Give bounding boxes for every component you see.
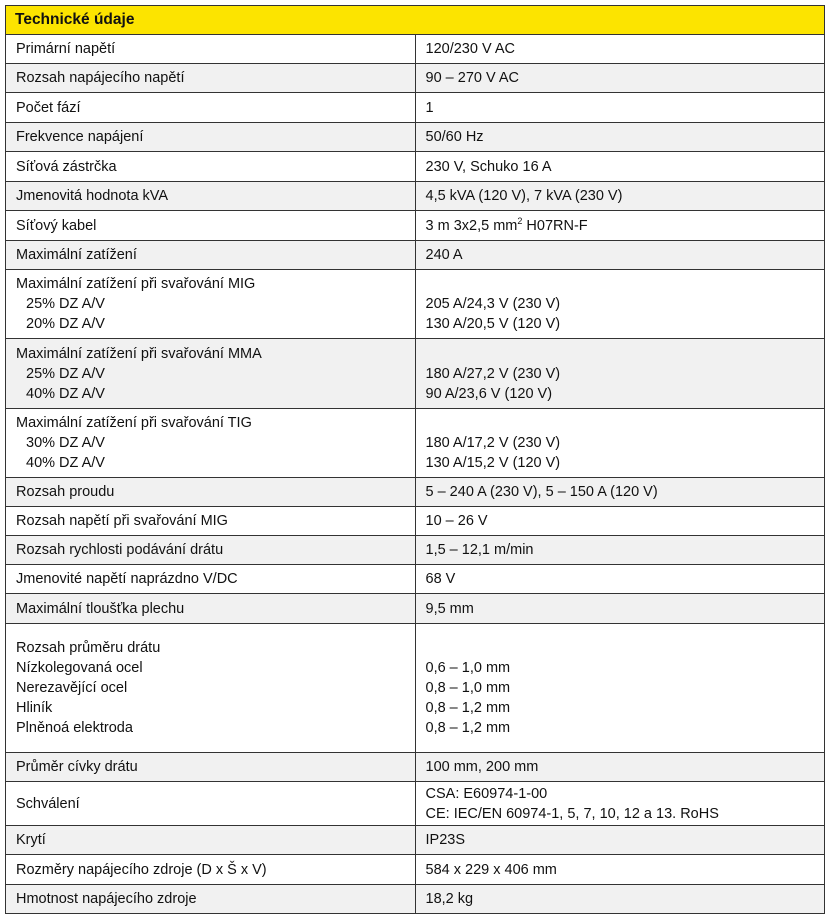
row-label — [6, 182, 416, 211]
row-label-line: 40% DZ A/V — [26, 385, 105, 402]
table-row — [6, 93, 825, 123]
row-value-line: 180 A/27,2 V (230 V) — [425, 365, 561, 382]
row-label — [6, 826, 416, 855]
row-label — [6, 35, 416, 64]
row-label — [6, 241, 416, 270]
table-row — [6, 753, 825, 782]
table-row — [6, 826, 825, 855]
row-label — [6, 565, 416, 594]
row-label-line: Maximální zatížení při svařování TIG — [16, 415, 252, 431]
row-value-line: 0,8 – 1,2 mm — [425, 700, 511, 716]
row-value — [415, 339, 825, 409]
cable-spec-text: 3 m 3x2,5 mm — [425, 217, 518, 234]
row-value-line: 90 A/23,6 V (120 V) — [425, 385, 553, 402]
row-value-line — [426, 413, 815, 433]
row-value-line: 1,5 – 12,1 m/min — [425, 542, 534, 558]
row-label-line: 30% DZ A/V — [26, 435, 105, 451]
row-value-line: 9,5 mm — [425, 600, 474, 617]
row-label-line: Síťová zástrčka — [16, 158, 117, 175]
row-value — [415, 855, 825, 885]
row-value — [415, 536, 825, 565]
table-row — [6, 594, 825, 624]
row-value-line: 0,8 – 1,2 mm — [425, 720, 511, 736]
row-label-line: Rozsah proudu — [16, 484, 115, 500]
row-label — [6, 123, 416, 152]
row-value-line: 100 mm, 200 mm — [425, 759, 539, 775]
row-value-line: CE: IEC/EN 60974-1, 5, 7, 10, 12 a 13. RoHS — [425, 805, 719, 822]
row-value-line: 90 – 270 V AC — [425, 70, 520, 86]
row-label-line: Frekvence napájení — [16, 129, 144, 145]
row-label — [6, 339, 416, 409]
row-value — [415, 123, 825, 152]
row-value — [415, 64, 825, 93]
row-label-line: Nerezavějící ocel — [16, 680, 128, 696]
row-label-line: Počet fází — [16, 99, 81, 116]
row-value — [415, 93, 825, 123]
row-value-line: IP23S — [425, 832, 465, 848]
row-label-line: 40% DZ A/V — [26, 455, 105, 471]
row-label-line: Rozměry napájecího zdroje (D x Š x V) — [16, 861, 267, 878]
row-label — [6, 782, 416, 826]
row-value-line: 130 A/20,5 V (120 V) — [425, 316, 561, 332]
row-label — [6, 753, 416, 782]
table-row — [6, 855, 825, 885]
superscript-exponent: 2 — [517, 215, 523, 226]
table-row — [6, 782, 825, 826]
table-row — [6, 478, 825, 507]
row-value-line: 240 A — [425, 247, 463, 263]
row-value — [415, 270, 825, 339]
row-label — [6, 536, 416, 565]
row-value — [415, 152, 825, 182]
table-row — [6, 565, 825, 594]
table-row — [6, 35, 825, 64]
row-value-line: 230 V, Schuko 16 A — [425, 158, 552, 175]
row-value-line: 0,8 – 1,0 mm — [425, 680, 511, 696]
row-label — [6, 885, 416, 914]
row-label-line: Rozsah napájecího napětí — [16, 70, 185, 86]
row-value — [415, 624, 825, 753]
technical-data-table — [5, 5, 825, 914]
row-value-line: 1 — [425, 99, 434, 116]
row-value — [415, 182, 825, 211]
row-value-line: 120/230 V AC — [425, 41, 515, 57]
row-value — [415, 885, 825, 914]
row-label-line: Maximální zatížení při svařování MMA — [16, 345, 262, 362]
row-value-line: 50/60 Hz — [425, 129, 484, 145]
row-value-line: 10 – 26 V — [425, 513, 488, 529]
row-label — [6, 270, 416, 339]
table-row — [6, 624, 825, 753]
row-value-line: CSA: E60974-1-00 — [425, 785, 548, 802]
row-label-line: Maximální zatížení — [16, 247, 137, 263]
table-row — [6, 270, 825, 339]
table-row — [6, 409, 825, 478]
row-value-line: 18,2 kg — [425, 891, 474, 907]
table-row — [6, 536, 825, 565]
row-value — [415, 782, 825, 826]
table-row — [6, 885, 825, 914]
row-label — [6, 64, 416, 93]
row-value-line: 584 x 229 x 406 mm — [425, 861, 557, 878]
row-value-line — [426, 274, 815, 294]
row-label-line: Schválení — [16, 795, 80, 812]
row-value-line: 4,5 kVA (120 V), 7 kVA (230 V) — [425, 188, 623, 204]
row-value-line: 0,6 – 1,0 mm — [425, 660, 511, 676]
row-value-line: 68 V — [425, 571, 456, 587]
row-label-line: Primární napětí — [16, 41, 116, 57]
row-value-line: 180 A/17,2 V (230 V) — [425, 435, 561, 451]
table-row — [6, 182, 825, 211]
row-label-line: Maximální zatížení při svařování MIG — [16, 276, 256, 292]
row-value — [415, 35, 825, 64]
row-value — [415, 753, 825, 782]
row-value-line — [426, 216, 815, 236]
row-value — [415, 565, 825, 594]
row-label — [6, 478, 416, 507]
row-label-line: Plněnoá elektroda — [16, 720, 133, 736]
row-label — [6, 409, 416, 478]
row-label — [6, 507, 416, 536]
row-label-line: Hliník — [16, 700, 53, 716]
row-value-line: 5 – 240 A (230 V), 5 – 150 A (120 V) — [425, 484, 658, 500]
cable-type-text: H07RN-F — [522, 217, 588, 234]
row-label-line: Nízkolegovaná ocel — [16, 660, 143, 676]
table-row — [6, 241, 825, 270]
row-label-line: Hmotnost napájecího zdroje — [16, 891, 197, 907]
row-value — [415, 507, 825, 536]
row-label-line: Rozsah rychlosti podávání drátu — [16, 542, 224, 558]
table-row — [6, 339, 825, 409]
row-label — [6, 152, 416, 182]
row-value-line: 205 A/24,3 V (230 V) — [425, 296, 561, 312]
row-value-line: 130 A/15,2 V (120 V) — [425, 455, 561, 471]
row-label-line: 25% DZ A/V — [26, 365, 105, 382]
table-row — [6, 152, 825, 182]
row-value — [415, 594, 825, 624]
table-row — [6, 64, 825, 93]
row-label-line: Rozsah napětí při svařování MIG — [16, 513, 228, 529]
row-label-line: 20% DZ A/V — [26, 316, 105, 332]
row-value — [415, 241, 825, 270]
table-header-row — [6, 6, 825, 35]
row-label-line: Rozsah průměru drátu — [16, 640, 161, 656]
row-label — [6, 855, 416, 885]
row-label — [6, 93, 416, 123]
row-label-line: Síťový kabel — [16, 217, 97, 234]
technical-data-sheet — [5, 5, 825, 914]
row-label — [6, 624, 416, 753]
row-label-line: Maximální tloušťka plechu — [16, 600, 185, 617]
row-value-line — [426, 344, 815, 364]
row-label-line: Jmenovitá hodnota kVA — [16, 188, 169, 204]
table-title: Technické údaje — [6, 6, 825, 35]
table-row — [6, 507, 825, 536]
row-value — [415, 409, 825, 478]
row-label-line: Krytí — [16, 832, 46, 848]
row-label-line: 25% DZ A/V — [26, 296, 105, 312]
row-label-line: Průměr cívky drátu — [16, 759, 138, 775]
row-label-line: Jmenovité napětí naprázdno V/DC — [16, 571, 238, 587]
table-row — [6, 211, 825, 241]
row-value — [415, 478, 825, 507]
row-value-line — [426, 638, 815, 658]
row-value — [415, 826, 825, 855]
table-row — [6, 123, 825, 152]
row-value — [415, 211, 825, 241]
row-label — [6, 594, 416, 624]
row-label — [6, 211, 416, 241]
